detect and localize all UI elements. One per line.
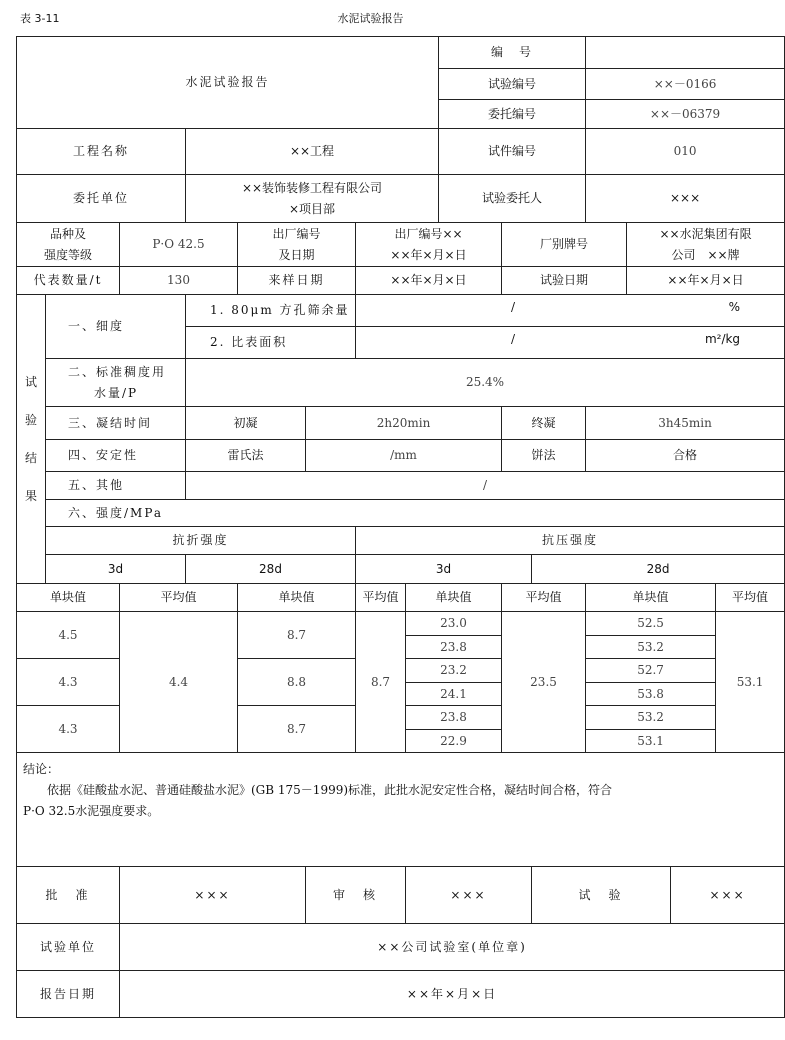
commission-number-value: ××－06379	[586, 100, 785, 129]
flexural-28d-value-2: 8.8	[238, 659, 356, 706]
table-number: 表 3-11	[20, 12, 60, 25]
flexural-28d-label: 28d	[186, 555, 356, 584]
sample-number-value: 010	[586, 129, 785, 175]
sampling-date-label: 来样日期	[238, 267, 356, 295]
compressive-28d-value-3: 52.7	[586, 659, 716, 683]
sieve-residue-number: /	[511, 300, 516, 314]
flexural-3d-average-header: 平均值	[120, 584, 238, 612]
flexural-strength-label: 抗折强度	[46, 527, 356, 555]
setting-time-label: 三、凝结时间	[46, 407, 186, 440]
test-value: ×××	[671, 867, 785, 924]
compressive-3d-label: 3d	[356, 555, 532, 584]
test-date-value: ××年×月×日	[627, 267, 785, 295]
project-name-label: 工程名称	[17, 129, 186, 175]
compressive-3d-value-6: 22.9	[406, 730, 502, 753]
report-date-value: ××年×月×日	[120, 971, 785, 1018]
results-label-char-3: 结	[24, 450, 37, 465]
number-value	[586, 37, 785, 69]
compressive-strength-label: 抗压强度	[356, 527, 785, 555]
sieve-residue-unit: %	[728, 300, 741, 314]
test-date-label: 试验日期	[502, 267, 627, 295]
variety-grade-label	[17, 223, 120, 267]
review-value: ×××	[406, 867, 532, 924]
results-section-label	[17, 295, 46, 584]
quantity-label: 代表数量/t	[17, 267, 120, 295]
client-unit-label: 委托单位	[17, 175, 186, 223]
flexural-3d-label: 3d	[46, 555, 186, 584]
conclusion-label: 结论：	[23, 762, 60, 776]
consistency-value: 25.4%	[186, 359, 785, 407]
consistency-label-1: 二、标准稠度用	[68, 364, 167, 379]
flexural-3d-average: 4.4	[120, 612, 238, 753]
soundness-label: 四、安定性	[46, 440, 186, 472]
cement-test-report-table	[16, 36, 785, 1018]
compressive-28d-single-header: 单块值	[586, 584, 716, 612]
compressive-3d-value-1: 23.0	[406, 612, 502, 636]
test-unit-value: ××公司试验室(单位章)	[120, 924, 785, 971]
test-label: 试 验	[532, 867, 671, 924]
commission-number-label: 委托编号	[439, 100, 586, 129]
compressive-3d-average-header: 平均值	[502, 584, 586, 612]
flexural-3d-value-1: 4.5	[17, 612, 120, 659]
final-setting-label: 终凝	[502, 407, 586, 440]
surface-area-unit: m²/kg	[704, 332, 741, 346]
surface-area-label: 2. 比表面积	[186, 327, 356, 359]
test-client-value: ×××	[586, 175, 785, 223]
initial-setting-label: 初凝	[186, 407, 306, 440]
client-unit-line-1: ××装饰装修工程有限公司	[241, 180, 383, 195]
results-label-char-2: 验	[24, 412, 37, 427]
flexural-3d-value-3: 4.3	[17, 706, 120, 753]
factory-no-date-label-1: 出厂编号	[272, 226, 321, 241]
project-name-value: ××工程	[186, 129, 439, 175]
number-label: 编 号	[439, 37, 586, 69]
client-unit-value	[186, 175, 439, 223]
compressive-3d-value-5: 23.8	[406, 706, 502, 730]
strength-label: 六、强度/MPa	[46, 500, 785, 527]
conclusion-text-2: P·O 32.5水泥强度要求。	[23, 804, 160, 818]
test-unit-label: 试验单位	[17, 924, 120, 971]
sieve-residue-label: 1. 80μm 方孔筛余量	[186, 295, 356, 327]
initial-setting-value: 2h20min	[306, 407, 502, 440]
compressive-3d-value-2: 23.8	[406, 636, 502, 659]
conclusion-text-1: 依据《硅酸盐水泥、普通硅酸盐水泥》(GB 175－1999)标准，此批水泥安定性合格，凝结时间合格，符合	[47, 783, 613, 797]
factory-brand-line-1: ××水泥集团有限	[659, 226, 752, 241]
fineness-label: 一、细度	[46, 295, 186, 359]
results-label-char-4: 果	[24, 488, 37, 503]
flexural-3d-value-2: 4.3	[17, 659, 120, 706]
test-number-value: ××－0166	[586, 69, 785, 100]
compressive-28d-average-header: 平均值	[716, 584, 785, 612]
le-chatelier-value: /mm	[306, 440, 502, 472]
factory-brand-line-2: 公司 ××牌	[671, 247, 740, 262]
factory-no-line-2: ××年×月×日	[390, 247, 467, 262]
factory-no-date-value	[356, 223, 502, 267]
surface-area-number: /	[511, 332, 516, 346]
consistency-label-2: 水量/P	[94, 385, 139, 400]
le-chatelier-method-label: 雷氏法	[186, 440, 306, 472]
flexural-28d-average-header: 平均值	[356, 584, 406, 612]
report-title: 水泥试验报告	[17, 37, 439, 129]
sieve-residue-value	[356, 295, 785, 327]
variety-grade-value: P·O 42.5	[120, 223, 238, 267]
compressive-28d-label: 28d	[532, 555, 785, 584]
results-label-char-1: 试	[24, 374, 37, 389]
compressive-28d-value-1: 52.5	[586, 612, 716, 636]
compressive-3d-value-3: 23.2	[406, 659, 502, 683]
factory-no-date-label	[238, 223, 356, 267]
compressive-28d-value-6: 53.1	[586, 730, 716, 753]
test-number-label: 试验编号	[439, 69, 586, 100]
approve-label: 批 准	[17, 867, 120, 924]
client-unit-line-2: ×项目部	[288, 201, 336, 216]
factory-brand-value	[627, 223, 785, 267]
pat-method-label: 饼法	[502, 440, 586, 472]
compressive-28d-value-4: 53.8	[586, 683, 716, 706]
conclusion-section	[17, 753, 785, 867]
others-value: /	[186, 472, 785, 500]
compressive-3d-value-4: 24.1	[406, 683, 502, 706]
approve-value: ×××	[120, 867, 306, 924]
compressive-28d-average: 53.1	[716, 612, 785, 753]
report-date-label: 报告日期	[17, 971, 120, 1018]
consistency-label	[46, 359, 186, 407]
final-setting-value: 3h45min	[586, 407, 785, 440]
flexural-28d-single-header: 单块值	[238, 584, 356, 612]
compressive-3d-average: 23.5	[502, 612, 586, 753]
review-label: 审 核	[306, 867, 406, 924]
test-client-label: 试验委托人	[439, 175, 586, 223]
pat-method-value: 合格	[586, 440, 785, 472]
flexural-28d-value-1: 8.7	[238, 612, 356, 659]
variety-grade-label-2: 强度等级	[43, 247, 92, 262]
compressive-3d-single-header: 单块值	[406, 584, 502, 612]
factory-brand-label: 厂别牌号	[502, 223, 627, 267]
factory-no-line-1: 出厂编号××	[394, 226, 463, 241]
others-label: 五、其他	[46, 472, 186, 500]
compressive-28d-value-5: 53.2	[586, 706, 716, 730]
compressive-28d-value-2: 53.2	[586, 636, 716, 659]
sample-number-label: 试件编号	[439, 129, 586, 175]
factory-no-date-label-2: 及日期	[278, 247, 315, 262]
surface-area-value	[356, 327, 785, 359]
flexural-28d-value-3: 8.7	[238, 706, 356, 753]
doc-caption: 水泥试验报告	[337, 12, 404, 25]
quantity-value: 130	[120, 267, 238, 295]
flexural-28d-average: 8.7	[356, 612, 406, 753]
sampling-date-value: ××年×月×日	[356, 267, 502, 295]
variety-grade-label-1: 品种及	[49, 226, 86, 241]
flexural-3d-single-header: 单块值	[17, 584, 120, 612]
